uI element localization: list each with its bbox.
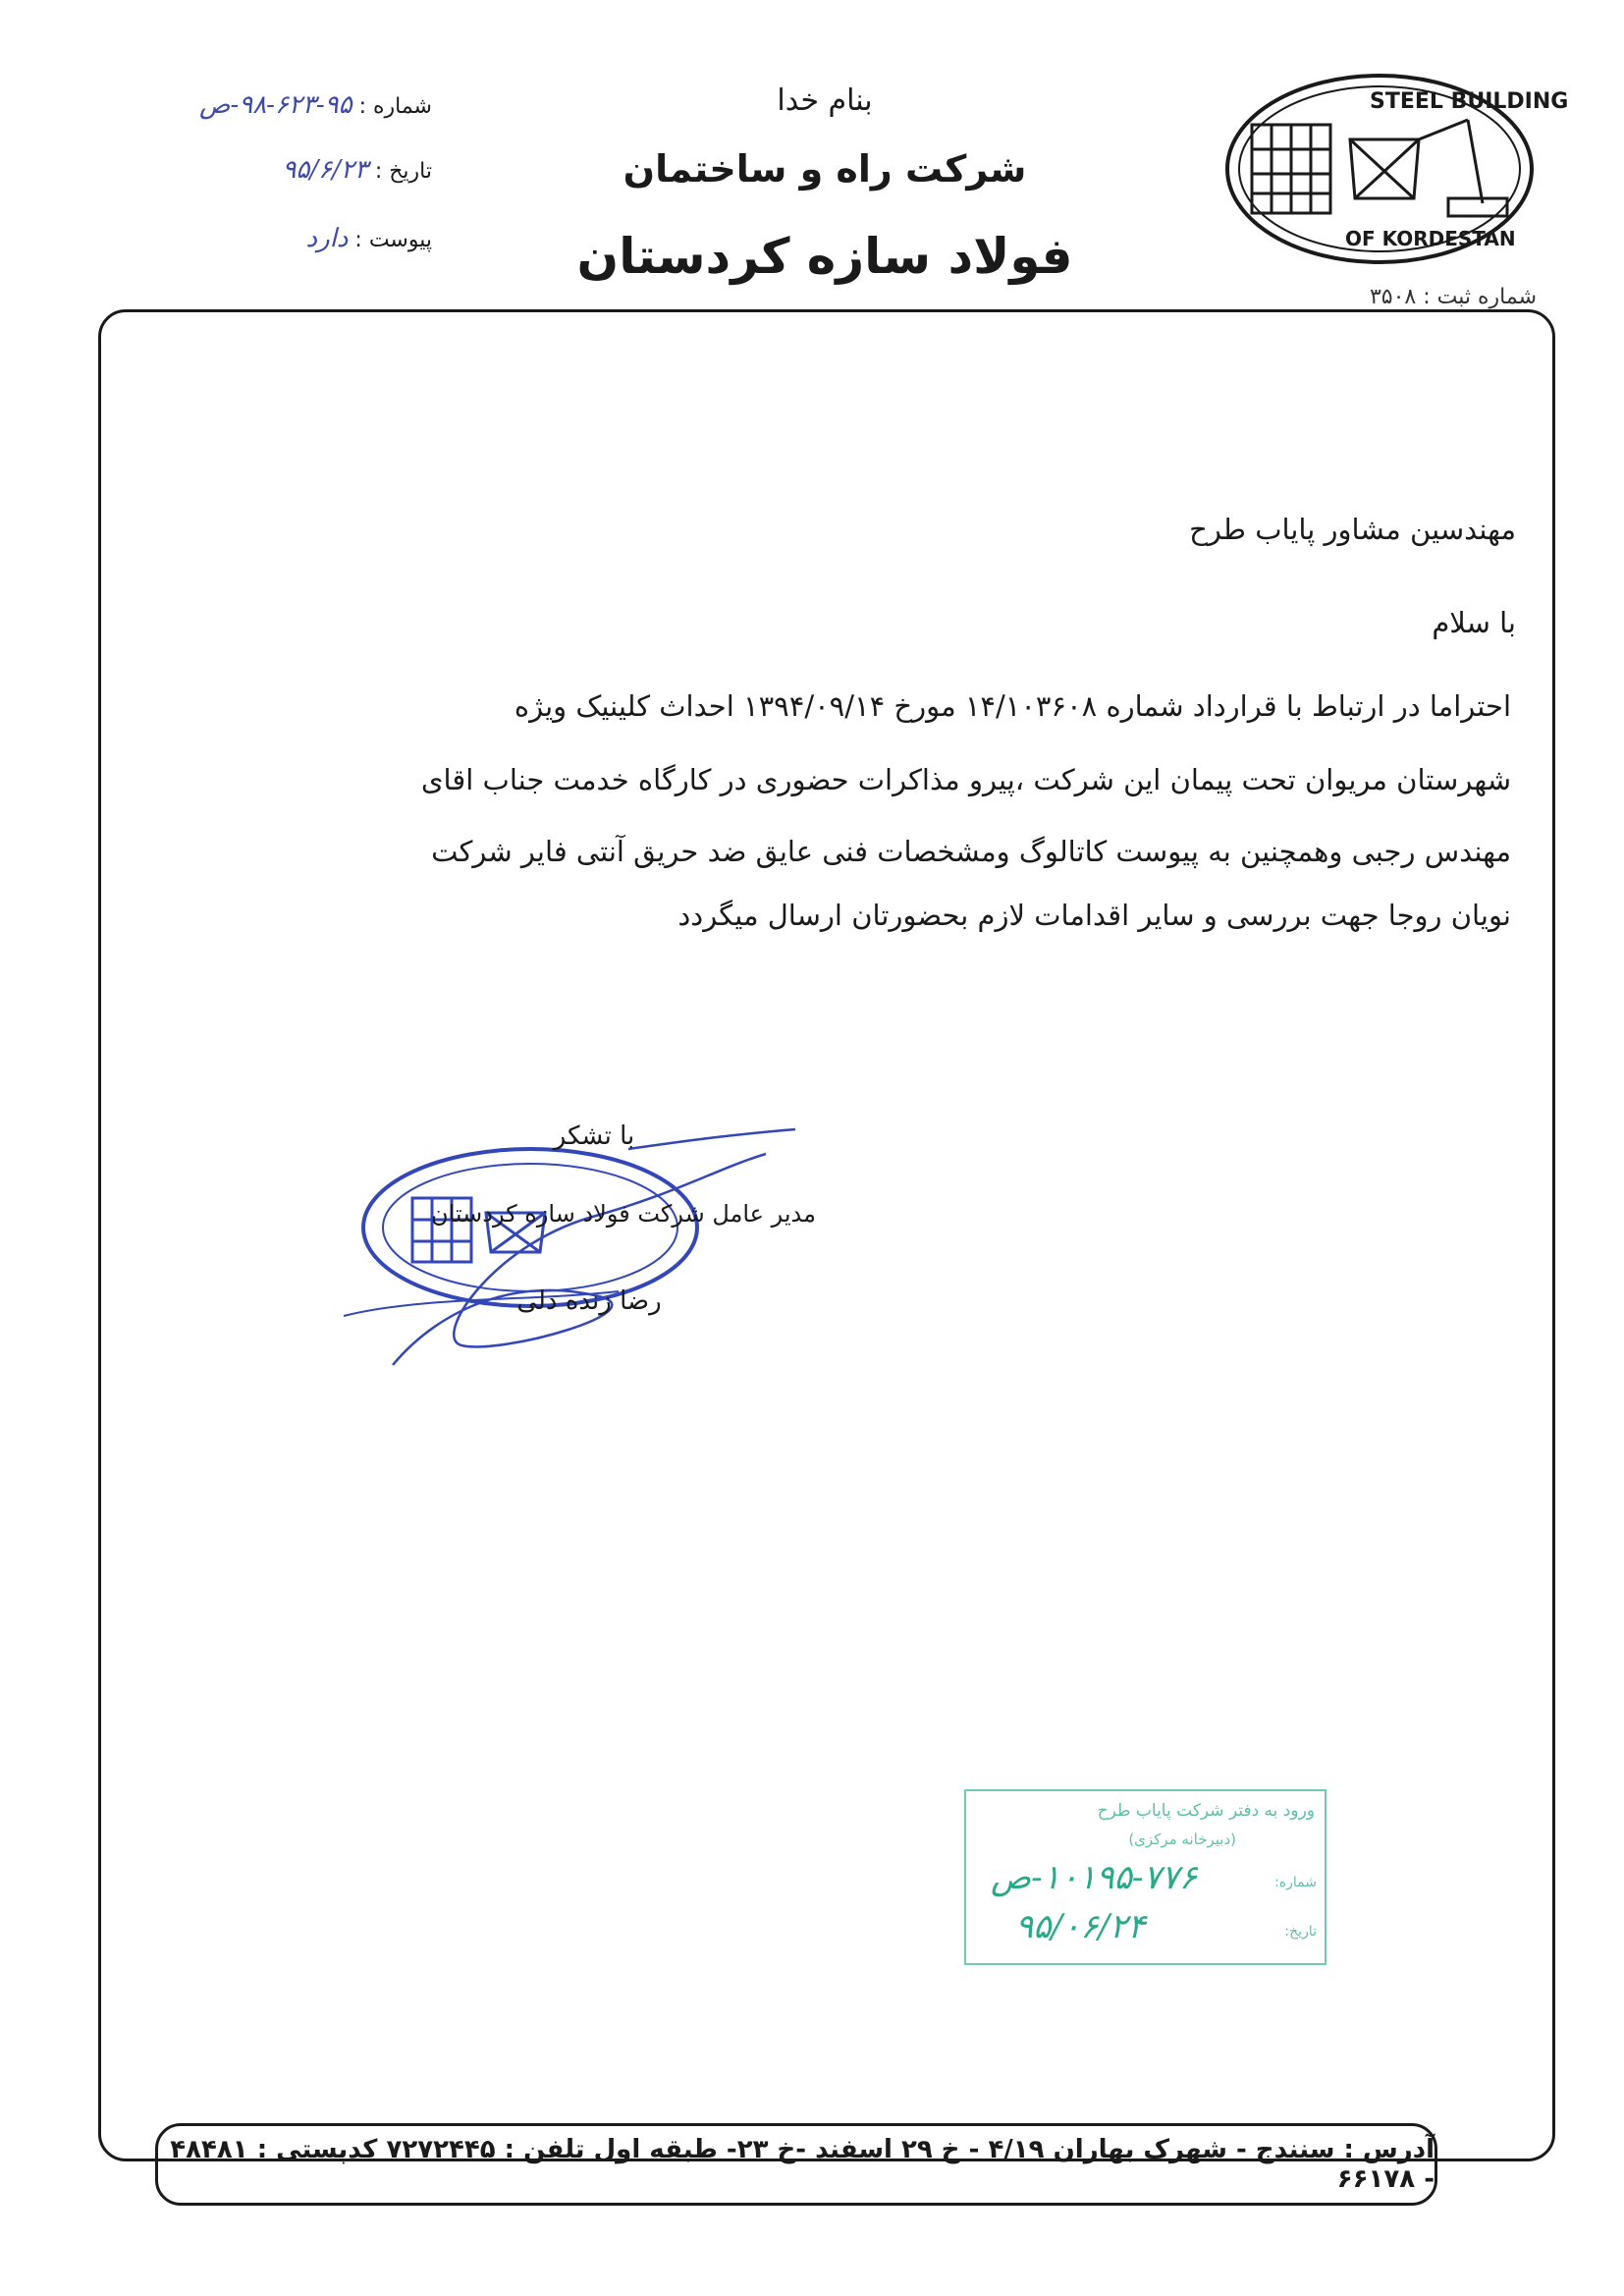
logo-top-text: STEEL BUILDING (1370, 89, 1569, 114)
letter-attachment-value: دارد (305, 224, 349, 253)
registration-number: شماره ثبت : ۳۵۰۸ (1369, 285, 1537, 309)
letter-number-value: ۹۸-۶۲۳-۹۵-ص (199, 90, 352, 120)
basmala: بنام خدا (777, 83, 873, 118)
letter-number-label: شماره : (358, 94, 432, 119)
closing-phrase: با تشکر (553, 1121, 635, 1151)
company-name: فولاد سازه کردستان (576, 228, 1073, 285)
receipt-date-label: تاریخ: (1284, 1924, 1317, 1940)
logo-bottom-text: OF KORDESTAN (1345, 227, 1516, 250)
addressee: مهندسین مشاور پایاب طرح (1189, 513, 1516, 546)
paragraph-line: نویان روجا جهت بررسی و سایر اقدامات لازم بحضورتان ارسال میگردد (677, 899, 1511, 932)
footer-address (155, 2123, 1437, 2206)
letter-date-value: ۹۵/۶/۲۳ (282, 155, 368, 185)
paragraph-line: شهرستان مریوان تحت پیمان این شرکت ،پیرو مذاکرات حضوری در کارگاه خدمت جناب اقای (420, 763, 1511, 796)
company-seal-icon (304, 1110, 815, 1385)
letter-attachment-label: پیوست : (354, 228, 432, 252)
footer-address-text: آدرس : سنندج - شهرک بهاران ۴/۱۹ - خ ۲۹ اسفند -خ ۲۳- طبقه اول تلفن : ۷۲۷۲۴۴۵ کدپستی : ۴۸۴۸۱ - ۶۶۱۷۸ (170, 2135, 1435, 2194)
letter-attachment-row (59, 224, 432, 253)
receipt-stamp-title: ورود به دفتر شرکت پایاب طرح (1097, 1801, 1315, 1821)
receipt-number-value: ۱۰۱۹۵-۷۷۶-ص (991, 1858, 1198, 1897)
signer-name: رضا زنده دلی (516, 1286, 662, 1316)
letter-number-row (59, 90, 432, 120)
company-logo-icon (1222, 71, 1569, 267)
paragraph-line: مهندس رجبی وهمچنین به پیوست کاتالوگ ومشخصات فنی عایق ضد حریق آنتی فایر شرکت (431, 835, 1511, 868)
letter-date-label: تاریخ : (374, 159, 432, 184)
letter-date-row (59, 155, 432, 185)
receipt-stamp (964, 1789, 1326, 1965)
greeting: با سلام (1432, 606, 1516, 639)
receipt-stamp-subtitle: (دبیرخانه مرکزی) (1128, 1831, 1236, 1848)
company-subtitle: شرکت راه و ساختمان (623, 147, 1027, 191)
signer-title: مدیر عامل شرکت فولاد سازه کردستان (430, 1200, 816, 1228)
paragraph-line: احتراما در ارتباط با قرارداد شماره ۱۴/۱۰۳۶۰۸ مورخ ۱۳۹۴/۰۹/۱۴ احداث کلینیک ویژه (514, 689, 1511, 723)
receipt-number-label: شماره: (1274, 1875, 1317, 1890)
receipt-date-value: ۹۵/۰۶/۲۴ (1015, 1907, 1146, 1946)
